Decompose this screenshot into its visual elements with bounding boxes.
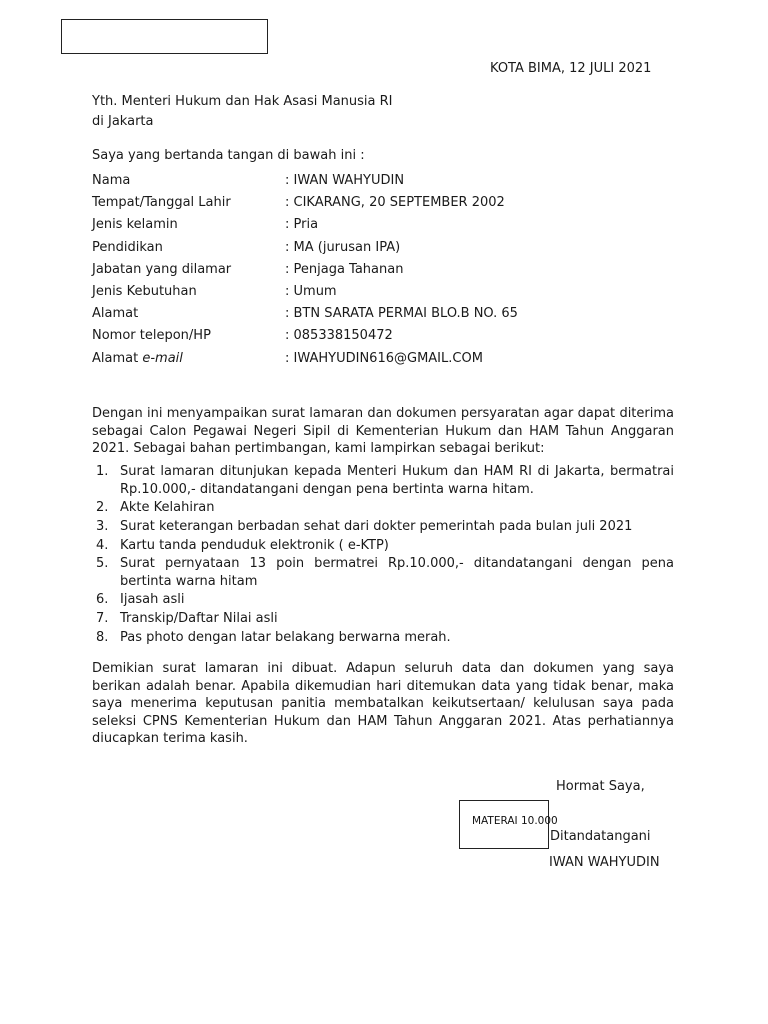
list-text: Kartu tanda penduduk elektronik ( e-KTP): [120, 537, 389, 553]
intro-text: Saya yang bertanda tangan di bawah ini :: [92, 148, 365, 163]
identity-label: Jabatan yang dilamar: [92, 261, 232, 277]
body-paragraph-1: Dengan ini menyampaikan surat lamaran dan dokumen persyaratan agar dapat diterima sebagai Calon Pegawai Negeri Sipil di Kementerian Hukum dan HAM Tahun Anggaran 2021. Sebagai bahan pertimbangan, kami lampirkan sebagai berikut:: [92, 406, 674, 456]
list-item: [92, 591, 674, 609]
identity-label: Nama: [92, 173, 131, 188]
identity-row-position: [92, 261, 652, 283]
closing-salutation: Hormat Saya,: [556, 779, 645, 794]
list-item: [92, 610, 674, 628]
list-number: 3.: [96, 518, 109, 534]
identity-label: [92, 350, 183, 368]
blank-header-box: [61, 19, 268, 54]
list-item: [92, 629, 674, 647]
addressee-line-1: Yth. Menteri Hukum dan Hak Asasi Manusia RI: [92, 94, 393, 109]
identity-label: Pendidikan: [92, 239, 163, 255]
identity-row-phone: [92, 327, 652, 349]
identity-value: : 085338150472: [285, 328, 393, 344]
identity-row-email: [92, 350, 652, 372]
identity-label: Nomor telepon/HP: [92, 328, 211, 344]
list-text: Akte Kelahiran: [120, 500, 215, 516]
materai-stamp-box: [459, 800, 558, 849]
signed-note: Ditandatangani: [550, 829, 651, 844]
identity-value: : IWAHYUDIN616@GMAIL.COM: [285, 350, 483, 366]
list-number: 8.: [96, 629, 109, 645]
list-number: 1.: [96, 464, 109, 479]
list-text: Ijasah asli: [120, 592, 185, 608]
identity-label: Jenis kelamin: [92, 217, 178, 233]
identity-table: [92, 172, 652, 372]
identity-row-need-type: [92, 283, 652, 305]
identity-label-prefix: Alamat: [92, 350, 143, 366]
identity-row-education: [92, 239, 652, 261]
identity-row-birth: [92, 194, 652, 216]
materai-label: MATERAI 10.000: [472, 815, 558, 827]
list-item: [92, 499, 674, 517]
identity-label: Alamat: [92, 306, 139, 322]
list-number: 5.: [96, 556, 109, 572]
list-text: Surat pernyataan 13 poin bermatrei Rp.10.000,- ditandatangani dengan pena bertinta warna hitam: [120, 556, 674, 589]
attachment-list: [92, 463, 674, 648]
list-item: [92, 463, 674, 498]
identity-row-name: [92, 172, 652, 194]
identity-value: : CIKARANG, 20 SEPTEMBER 2002: [285, 195, 505, 211]
identity-value: : Umum: [285, 283, 337, 299]
identity-value: : Pria: [285, 217, 319, 233]
identity-value: : IWAN WAHYUDIN: [285, 173, 405, 188]
identity-value: : BTN SARATA PERMAI BLO.B NO. 65: [285, 306, 518, 322]
identity-row-address: [92, 305, 652, 327]
identity-row-gender: [92, 216, 652, 238]
list-item: [92, 537, 674, 555]
body-paragraph-2: Demikian surat lamaran ini dibuat. Adapun seluruh data dan dokumen yang saya berikan adalah benar. Apabila dikemudian hari ditemukan data yang tidak benar, maka saya menerima keputusan panitia membatalkan keikutsertaan/ kelulusan saya pada seleksi CPNS Kementerian Hukum dan HAM Tahun Anggaran 2021. Atas perhatiannya diucapkan terima kasih.: [92, 661, 674, 746]
list-number: 2.: [96, 500, 109, 516]
list-item: [92, 518, 674, 536]
identity-value: : Penjaga Tahanan: [285, 261, 404, 277]
list-number: 7.: [96, 611, 109, 627]
addressee-line-2: di Jakarta: [92, 114, 154, 129]
identity-label-italic: e-mail: [142, 350, 183, 366]
list-text: Surat lamaran ditunjukan kepada Menteri Hukum dan HAM RI di Jakarta, bermatrai Rp.10.000,- ditandatangani dengan pena bertinta warna hitam.: [120, 464, 674, 497]
signer-name: IWAN WAHYUDIN: [549, 855, 660, 870]
identity-label: Tempat/Tanggal Lahir: [92, 195, 231, 211]
letter-date: KOTA BIMA, 12 JULI 2021: [490, 61, 652, 76]
list-text: Transkip/Daftar Nilai asli: [120, 611, 278, 627]
identity-value: : MA (jurusan IPA): [285, 239, 401, 255]
list-text: Pas photo dengan latar belakang berwarna merah.: [120, 629, 451, 645]
list-text: Surat keterangan berbadan sehat dari dokter pemerintah pada bulan juli 2021: [120, 518, 633, 534]
list-number: 6.: [96, 592, 109, 608]
list-number: 4.: [96, 537, 109, 553]
identity-label: Jenis Kebutuhan: [92, 283, 197, 299]
list-item: [92, 555, 674, 590]
